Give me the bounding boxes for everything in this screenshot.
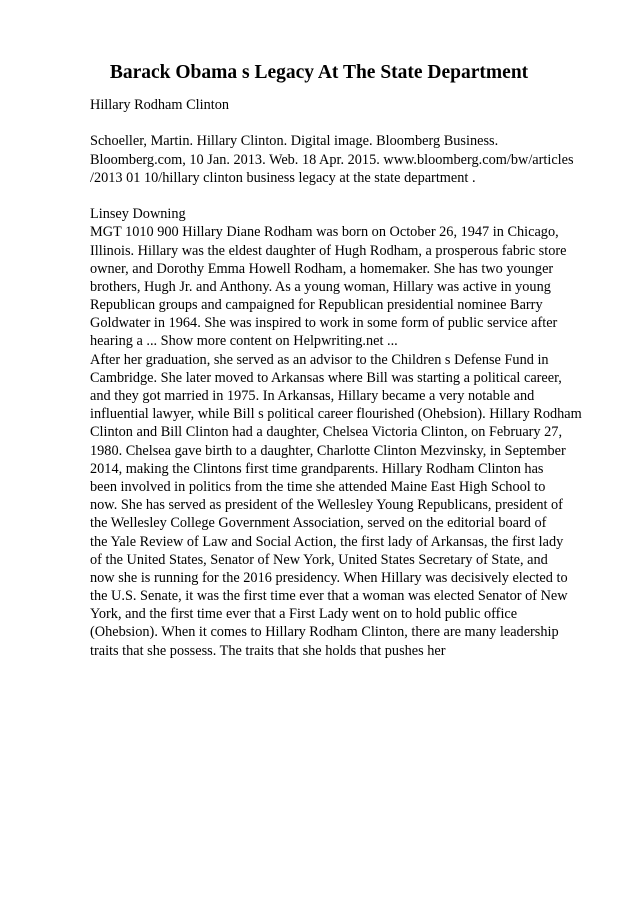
essay-line: Republican groups and campaigned for Republican presidential nominee Barry (90, 297, 543, 314)
essay-line: hearing a ... Show more content on Helpwriting.net ... (90, 333, 398, 350)
author-line: Hillary Rodham Clinton (90, 97, 229, 113)
essay-line: the U.S. Senate, it was the first time ever that a woman was elected Senator of New (90, 588, 568, 605)
essay-line: Cambridge. She later moved to Arkansas where Bill was starting a political career, (90, 369, 562, 386)
essay-text (90, 223, 610, 660)
paragraph-spacer (90, 187, 610, 205)
essay-line: York, and the first time ever that a First Lady went on to hold public office (90, 606, 518, 623)
document-title: Barack Obama s Legacy At The State Department (109, 62, 529, 83)
essay-line: After her graduation, she served as an advisor to the Children s Defense Fund in (90, 351, 549, 368)
citation-line: Bloomberg.com, 10 Jan. 2013. Web. 18 Apr. 2015. www.bloomberg.com/bw/articles (90, 151, 574, 168)
essay-line: influential lawyer, while Bill s political career flourished (Ohebsion). Hillary Rodham (90, 406, 582, 423)
essay-line: the Wellesley College Government Association, served on the editorial board of (90, 515, 547, 532)
essay-line: now she is running for the 2016 presidency. When Hillary was decisively elected to (90, 569, 568, 586)
essay-line: been involved in politics from the time she attended Maine East High School to (90, 478, 546, 495)
essay-line: the Yale Review of Law and Social Action, the first lady of Arkansas, the first lady (90, 533, 564, 550)
citation-block (90, 132, 610, 187)
essay-line: brothers, Hugh Jr. and Anthony. As a young woman, Hillary was active in young (90, 278, 551, 295)
essay-line: traits that she possess. The traits that she holds that pushes her (90, 642, 446, 659)
essay-line: MGT 1010 900 Hillary Diane Rodham was born on October 26, 1947 in Chicago, (90, 224, 559, 241)
document-body (90, 96, 610, 660)
essay-line: owner, and Dorothy Emma Howell Rodham, a homemaker. She has two younger (90, 260, 554, 277)
essay-line: Illinois. Hillary was the eldest daughter of Hugh Rodham, a prosperous fabric store (90, 242, 567, 259)
essay-line: Clinton and Bill Clinton had a daughter, Chelsea Victoria Clinton, on February 27, (90, 424, 563, 441)
essay-line: now. She has served as president of the Wellesley Young Republicans, president of (90, 497, 563, 514)
citation-line: Schoeller, Martin. Hillary Clinton. Digital image. Bloomberg Business. (90, 133, 499, 150)
essay-line: (Ohebsion). When it comes to Hillary Rodham Clinton, there are many leadership (90, 624, 559, 641)
essay-line: 2014, making the Clintons first time grandparents. Hillary Rodham Clinton has (90, 460, 544, 477)
essay-line: and they got married in 1975. In Arkansas, Hillary became a very notable and (90, 388, 535, 404)
essay-line: Goldwater in 1964. She was inspired to work in some form of public service after (90, 315, 558, 332)
citation-line: /2013 01 10/hillary clinton business legacy at the state department . (90, 169, 476, 186)
writer-line: Linsey Downing (90, 206, 186, 223)
paragraph-spacer (90, 114, 610, 132)
essay-line: of the United States, Senator of New York, United States Secretary of State, and (90, 551, 548, 568)
essay-line: 1980. Chelsea gave birth to a daughter, Charlotte Clinton Mezvinsky, in September (90, 442, 566, 459)
